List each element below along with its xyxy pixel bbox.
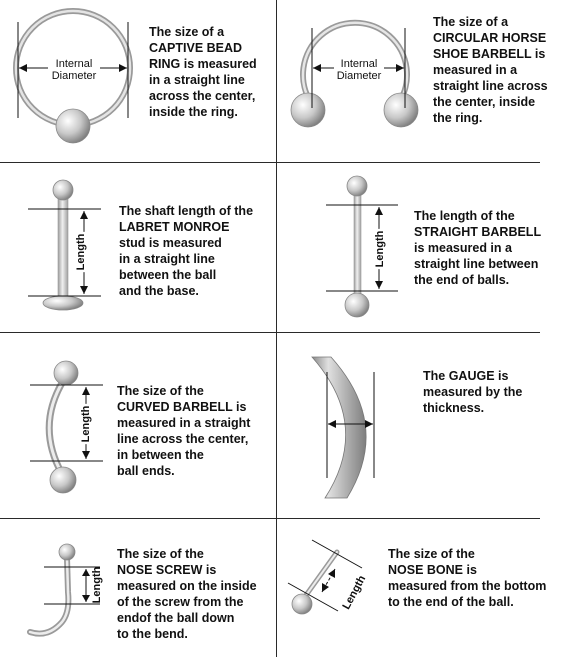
nose-bone-description: The size of the NOSE BONE is measured from the bottom to the end of the ball. (388, 547, 547, 609)
internal-diameter-label-2b: Diameter (336, 70, 382, 82)
gauge-description: The GAUGE is measured by the thickness. (423, 369, 523, 415)
length-label-straight: Length (374, 230, 386, 268)
straight-barbell-description: The length of the STRAIGHT BARBELL is measured in a straight line between the end of balls. (414, 209, 542, 287)
labret-monroe-description: The shaft length of the LABRET MONROE stud is measured in a straight line between the ball and the base. (119, 204, 254, 298)
curved-barbell-description: The size of the CURVED BARBELL is measured in a straight line across the center, in between the ball ends. (117, 384, 251, 478)
length-label-nose-bone: Length (340, 573, 369, 612)
nose-screw-description: The size of the NOSE SCREW is measured on the inside of the screw from the endof the ball down to the bend. (117, 547, 257, 641)
internal-diameter-label-1b: Diameter (51, 70, 97, 82)
captive-bead-ring-description: The size of a CAPTIVE BEAD RING is measured in a straight line across the center, inside the ring. (149, 25, 257, 119)
length-label-nose-screw: Length (91, 566, 103, 604)
horseshoe-barbell-description: The size of a CIRCULAR HORSE SHOE BARBELL is measured in a straight line across the center, inside the ring. (433, 15, 548, 125)
internal-diameter-label-2a: Internal (340, 58, 378, 70)
length-label-curved: Length (80, 405, 92, 443)
length-label-labret: Length (75, 233, 87, 271)
internal-diameter-label-1a: Internal (55, 58, 93, 70)
